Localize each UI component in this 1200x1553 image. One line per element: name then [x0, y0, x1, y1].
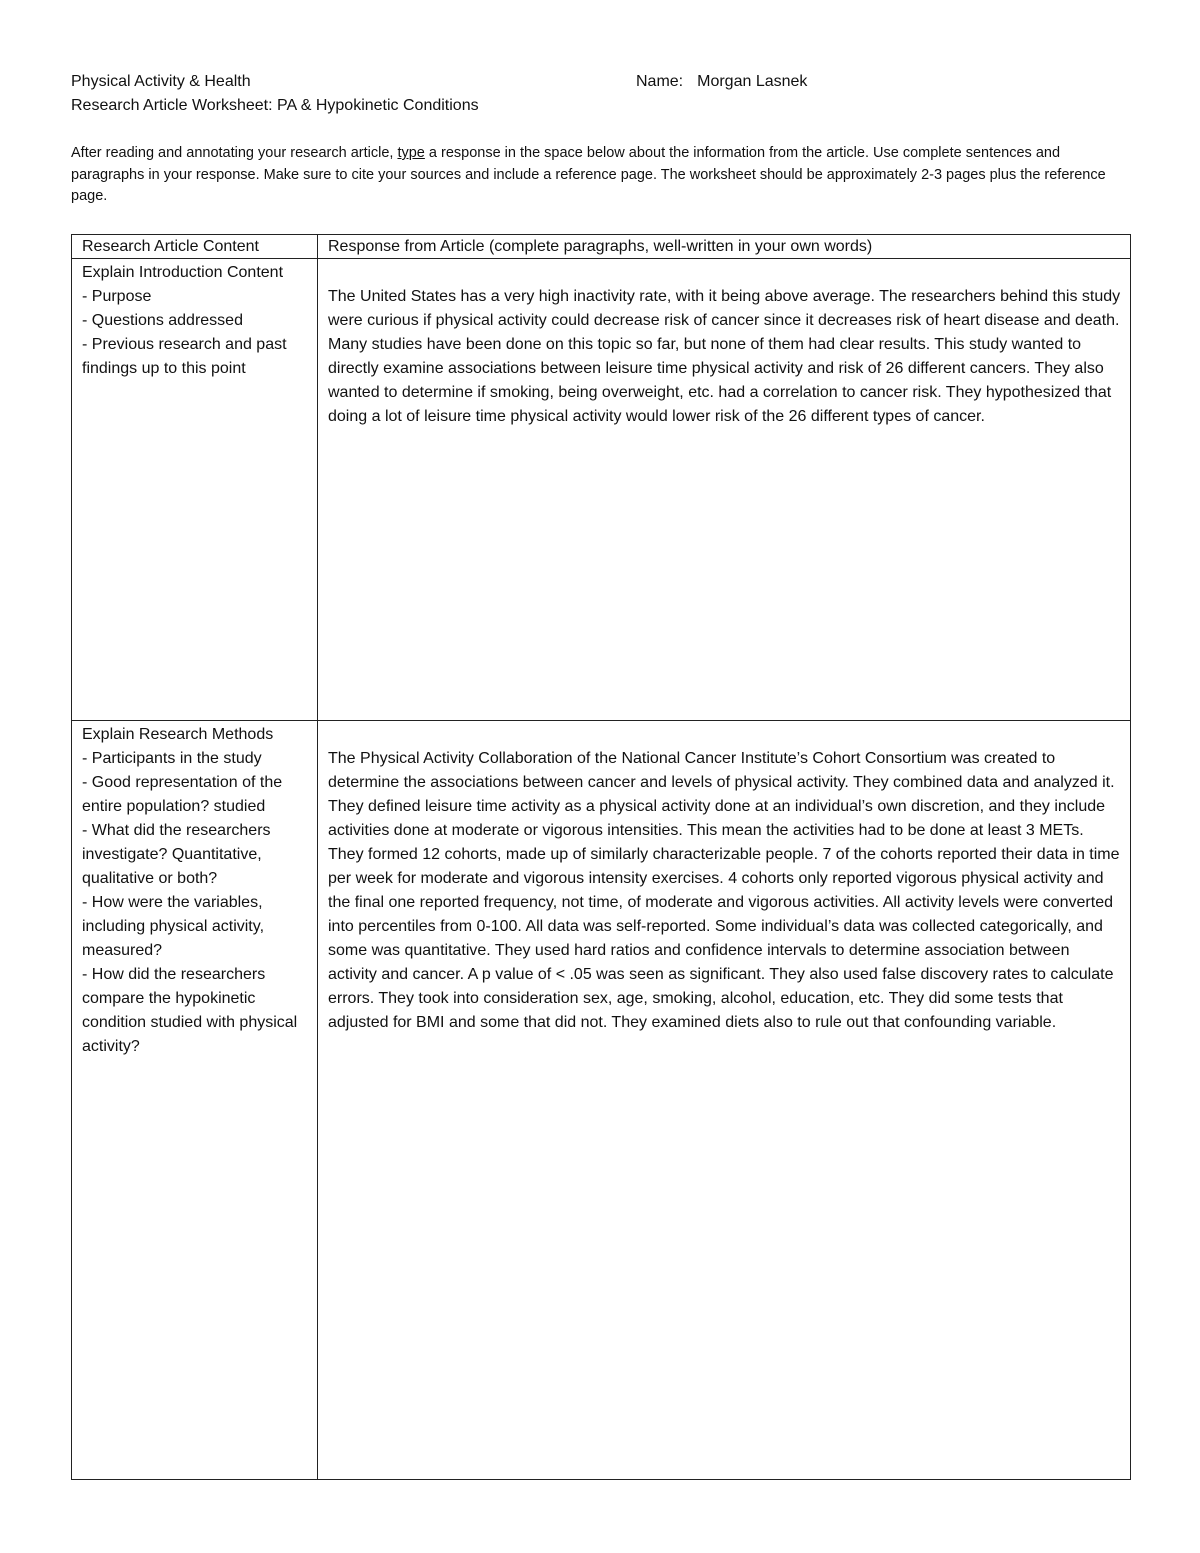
- prompt-cell-introduction: [72, 259, 318, 721]
- student-name: Morgan Lasnek: [697, 73, 808, 90]
- prompt-cell-methods: [72, 721, 318, 1480]
- prompt-title: Explain Introduction Content: [82, 264, 284, 281]
- header-cell-response: [318, 235, 1131, 259]
- prompt-list: [82, 747, 309, 1059]
- prompt-item: - Purpose: [82, 288, 152, 305]
- worksheet-table: [71, 234, 1131, 1480]
- prompt-item: - Participants in the study: [82, 750, 262, 767]
- course-title: Physical Activity & Health: [71, 73, 251, 90]
- response-cell-methods[interactable]: [318, 721, 1131, 1480]
- response-cell-introduction[interactable]: [318, 259, 1131, 721]
- worksheet-title: Research Article Worksheet: PA & Hypokinetic Conditions: [71, 97, 479, 114]
- prompt-item: - How did the researchers compare the hypokinetic condition studied with physical activity?: [82, 966, 298, 1055]
- header-response-label: Response from Article (complete paragraphs, well-written in your own words): [328, 238, 873, 255]
- student-name-block: [636, 71, 807, 93]
- prompt-item: - Good representation of the entire population? studied: [82, 774, 283, 815]
- prompt-title: Explain Research Methods: [82, 726, 274, 743]
- prompt-item: - How were the variables, including physical activity, measured?: [82, 894, 265, 959]
- prompt-item: - Questions addressed: [82, 312, 243, 329]
- instructions-type-word: type: [397, 145, 425, 161]
- table-row: [72, 259, 1131, 721]
- table-row: [72, 721, 1131, 1480]
- methods-response-text: The Physical Activity Collaboration of the National Cancer Institute’s Cohort Consortium was created to determine the associations between cancer and levels of physical activity. They combined data and analyzed it. They defined leisure time activity as a physical activity done at an individual’s own discretion, and they include activities done at moderate or vigorous intensities. This mean the activities had to be done at least 3 METs. They formed 12 cohorts, made up of similarly characterizable people. 7 of the cohorts reported their data in time per week for moderate and vigorous intensity exercises. 4 cohorts only reported vigorous physical activity and the final one reported frequency, not time, of moderate and vigorous activities. All activity levels were converted into percentiles from 0-100. All data was self-reported. Some individual’s data was collected categorically, and some was quantitative. They used hard ratios and confidence intervals to determine association between activity and cancer. A p value of < .05 was seen as significant. They also used false discovery rates to calculate errors. They took into consideration sex, age, smoking, alcohol, education, etc. They did some tests that adjusted for BMI and some that did not. They examined diets also to rule out that confounding variable.: [328, 750, 1120, 1031]
- prompt-list: [82, 285, 309, 381]
- introduction-response-text: The United States has a very high inactivity rate, with it being above average. The researchers behind this study were curious if physical activity could decrease risk of cancer since it decreases risk of heart disease and death. Many studies have been done on this topic so far, but none of them had clear results. This study wanted to directly examine associations between leisure time physical activity and risk of 26 different cancers. They also wanted to determine if smoking, being overweight, etc. had a correlation to cancer risk. They hypothesized that doing a lot of leisure time physical activity would lower risk of the 26 different types of cancer.: [328, 288, 1121, 425]
- header-content-label: Research Article Content: [82, 238, 259, 255]
- instructions-text-end: a response in the space below about the information from the article. Use complete sentences and paragraphs in your response. Make sure to cite your sources and include a reference page. The worksheet should be approximately 2-3 pages plus the reference page.: [71, 145, 1106, 204]
- table-header-row: [72, 235, 1131, 259]
- prompt-item: - Previous research and past findings up to this point: [82, 336, 287, 377]
- instructions-paragraph: [71, 143, 1131, 208]
- prompt-item: - What did the researchers investigate? Quantitative, qualitative or both?: [82, 822, 271, 887]
- name-label: Name:: [636, 73, 684, 90]
- instructions-text-start: After reading and annotating your research article,: [71, 145, 398, 161]
- header-cell-content: [72, 235, 318, 259]
